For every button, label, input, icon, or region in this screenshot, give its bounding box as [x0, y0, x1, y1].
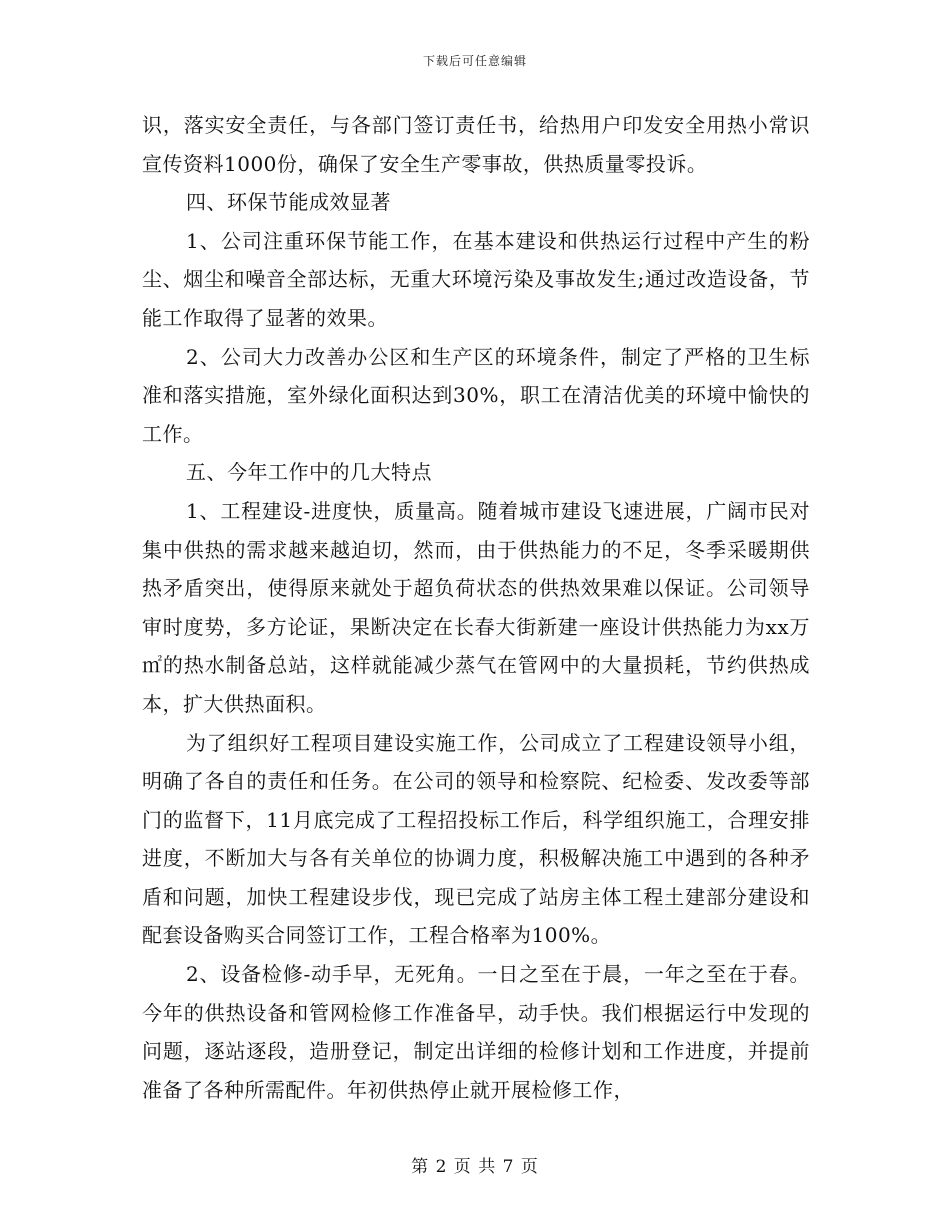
section-heading-5: 五、今年工作中的几大特点	[186, 460, 432, 485]
paragraph: 2、设备检修-动手早，无死角。一日之至在于晨，一年之至在于春。今年的供热设备和管网检修工作准备早，动手快。我们根据运行中发现的问题，逐站逐段，造册登记，制定出详细的检修计划和工作进度，并提前准备了各种所需配件。年初供热停止就开展检修工作，	[142, 962, 810, 1102]
paragraph: 2、公司大力改善办公区和生产区的环境条件，制定了严格的卫生标准和落实措施，室外绿化面积达到30%，职工在清洁优美的环境中愉快的工作。	[142, 344, 810, 446]
paragraph: 为了组织好工程项目建设实施工作，公司成立了工程建设领导小组，明确了各自的责任和任务。在公司的领导和检察院、纪检委、发改委等部门的监督下，11月底完成了工程招投标工作后，科学组织施工，合理安排进度，不断加大与各有关单位的协调力度，积极解决施工中遇到的各种矛盾和问题，加快工程建设步伐，现已完成了站房主体工程土建部分建设和配套设备购买合同签订工作，工程合格率为100%。	[142, 730, 810, 948]
page-header: 下载后可任意编辑	[422, 54, 527, 68]
paragraph: 1、工程建设-进度快，质量高。随着城市建设飞速进展，广阔市民对集中供热的需求越来越迫切，然而，由于供热能力的不足，冬季采暖期供热矛盾突出，使得原来就处于超负荷状态的供热效果难以保证。公司领导审时度势，多方论证，果断决定在长春大街新建一座设计供热能力为xx万㎡的热水制备总站，这样就能减少蒸气在管网中的大量损耗，节约供热成本，扩大供热面积。	[142, 498, 810, 716]
page-number: 第 2 页 共 7 页	[411, 1157, 539, 1177]
paragraph: 1、公司注重环保节能工作，在基本建设和供热运行过程中产生的粉尘、烟尘和噪音全部达标，无重大环境污染及事故发生;通过改造设备，节能工作取得了显著的效果。	[142, 228, 810, 330]
section-heading-4: 四、环保节能成效显著	[186, 190, 391, 215]
paragraph-continuation: 识，落实安全责任，与各部门签订责任书，给热用户印发安全用热小常识宣传资料1000份，确保了安全生产零事故，供热质量零投诉。	[142, 113, 810, 176]
document-body	[142, 106, 810, 1109]
